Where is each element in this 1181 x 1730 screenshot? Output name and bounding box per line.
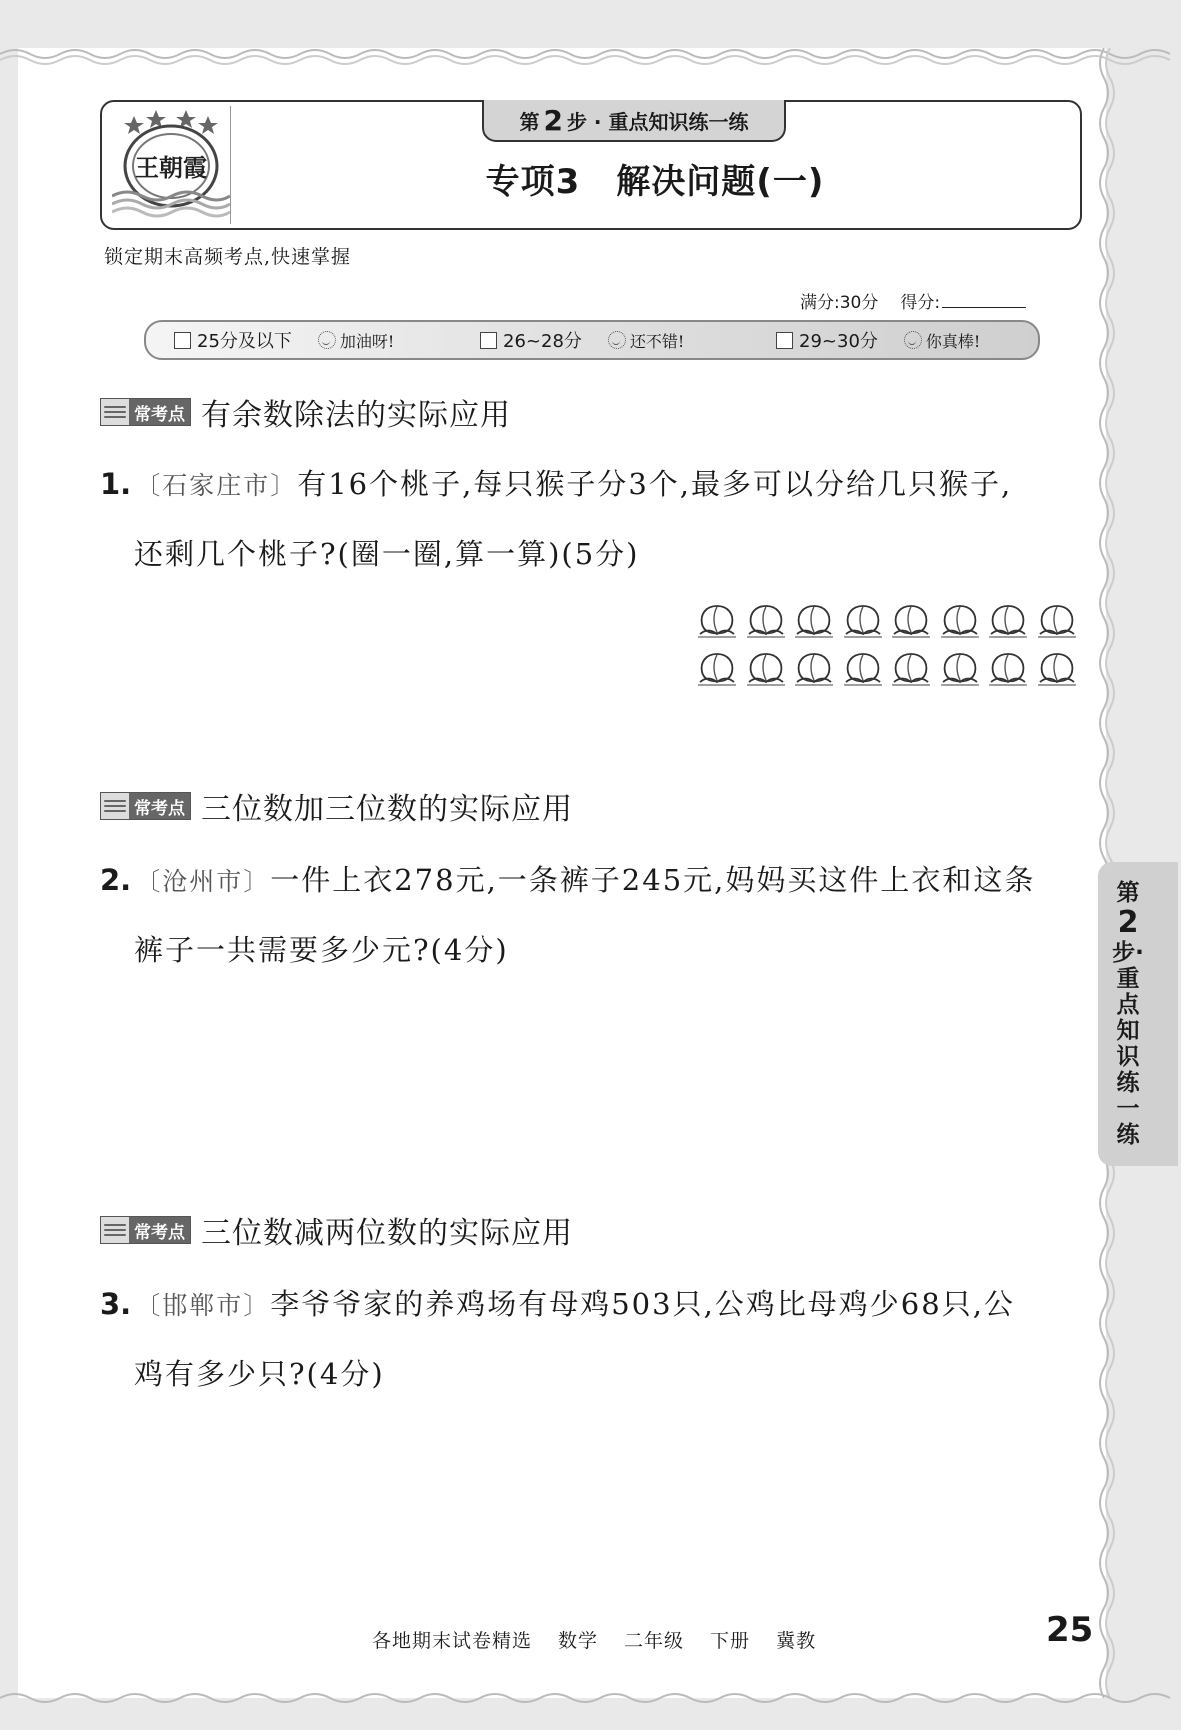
side-tab (1098, 862, 1178, 1166)
peach-icon (987, 648, 1029, 688)
side-tab-char: 点 (1116, 991, 1140, 1018)
rating-range: 29~30分 (799, 331, 878, 352)
score-line (800, 288, 1026, 313)
subtitle: 锁定期末高频考点,快速掌握 (104, 246, 352, 268)
score-blank[interactable] (942, 307, 1026, 308)
svg-text:王朝霞: 王朝霞 (135, 153, 207, 182)
title-main: 专项3 (485, 161, 581, 202)
peach-icon (793, 648, 835, 688)
footer-subject: 数学 (558, 1630, 599, 1652)
question-number: 3. (100, 1287, 132, 1321)
page-title (230, 152, 1080, 204)
side-tab-char: 练 (1116, 1069, 1140, 1096)
peach-icon (745, 648, 787, 688)
peach-icon (987, 600, 1029, 640)
section-head-2 (100, 786, 573, 826)
rating-checkbox[interactable] (776, 332, 793, 349)
rating-range: 25分及以下 (197, 331, 292, 352)
rating-checkbox[interactable] (174, 332, 191, 349)
step-prefix: 第 (519, 109, 540, 134)
question-text: 一件上衣278元,一条裤子245元,妈妈买这件上衣和这条 (270, 863, 1036, 897)
question-number: 1. (100, 467, 132, 501)
rating-seg-3 (776, 322, 980, 358)
peach-icon (1036, 600, 1078, 640)
peach-icon (696, 600, 738, 640)
rating-checkbox[interactable] (480, 332, 497, 349)
peach-icon (939, 648, 981, 688)
peach-icon (696, 648, 738, 688)
question-text: 有16个桃子,每只猴子分3个,最多可以分给几只猴子, (297, 467, 1013, 501)
badge: 常考点 (100, 792, 191, 820)
smile-icon (318, 331, 336, 349)
question-2 (100, 858, 1035, 899)
section-title: 有余数除法的实际应用 (201, 398, 511, 433)
footer-edition: 冀教 (776, 1630, 817, 1652)
rating-cheer: 加油呀! (318, 329, 394, 352)
side-tab-char: 识 (1116, 1043, 1140, 1070)
got-score (900, 288, 1026, 313)
peach-icon (1036, 648, 1078, 688)
question-1 (100, 462, 1012, 503)
question-3 (100, 1282, 1015, 1323)
header-box (100, 100, 1082, 230)
peach-icon (890, 648, 932, 688)
side-tab-char: 练 (1116, 1121, 1140, 1148)
side-tab-char: 重 (1116, 965, 1140, 992)
lines-icon (101, 399, 129, 425)
page-number: 25 (1046, 1610, 1094, 1650)
peach-icon (939, 600, 981, 640)
step-tab (482, 100, 786, 142)
footer-book: 各地期末试卷精选 (372, 1630, 533, 1652)
footer (372, 1626, 816, 1653)
step-number: 2 (543, 103, 563, 137)
question-source: 〔沧州市〕 (135, 867, 271, 896)
wavy-border-top (0, 40, 1181, 70)
rating-seg-2 (480, 322, 684, 358)
question-1-cont: 还剩几个桃子?(圈一圈,算一算)(5分) (134, 537, 640, 571)
badge: 常考点 (100, 398, 191, 426)
lines-icon (101, 793, 129, 819)
peach-icon (745, 600, 787, 640)
question-source: 〔邯郸市〕 (135, 1291, 271, 1320)
peach-grid (696, 600, 1080, 690)
side-tab-char: 一 (1116, 1095, 1140, 1122)
smile-icon (904, 331, 922, 349)
section-head-1 (100, 392, 511, 432)
got-score-label: 得分: (900, 293, 941, 313)
side-tab-char: 步· (1112, 940, 1144, 966)
smile-icon (608, 331, 626, 349)
rating-range: 26~28分 (503, 331, 582, 352)
question-text: 李爷爷家的养鸡场有母鸡503只,公鸡比母鸡少68只,公 (270, 1287, 1015, 1321)
question-number: 2. (100, 863, 132, 897)
wavy-border-bottom (0, 1690, 1181, 1710)
side-tab-char: 知 (1116, 1017, 1140, 1044)
step-suffix: 步 · 重点知识练一练 (566, 109, 749, 134)
full-score-label: 满分:30分 (800, 293, 879, 313)
peach-icon (842, 648, 884, 688)
side-tab-char: 2 (1117, 905, 1139, 941)
rating-cheer: 你真棒! (904, 329, 980, 352)
peach-icon (793, 600, 835, 640)
section-title: 三位数加三位数的实际应用 (201, 792, 573, 827)
rating-seg-1 (174, 322, 394, 358)
title-sub: 解决问题(一) (616, 161, 825, 202)
peach-icon (842, 600, 884, 640)
footer-grade: 二年级 (624, 1630, 685, 1652)
question-2-cont: 裤子一共需要多少元?(4分) (134, 933, 509, 967)
peach-icon (890, 600, 932, 640)
question-3-cont: 鸡有多少只?(4分) (134, 1357, 385, 1391)
question-source: 〔石家庄市〕 (135, 471, 298, 500)
side-tab-char: 第 (1116, 880, 1140, 907)
section-head-3 (100, 1210, 573, 1250)
rating-cheer: 还不错! (608, 329, 684, 352)
lines-icon (101, 1217, 129, 1243)
section-title: 三位数减两位数的实际应用 (201, 1216, 573, 1251)
footer-volume: 下册 (710, 1630, 751, 1652)
rating-bar (144, 320, 1040, 360)
badge: 常考点 (100, 1216, 191, 1244)
logo (112, 108, 230, 220)
